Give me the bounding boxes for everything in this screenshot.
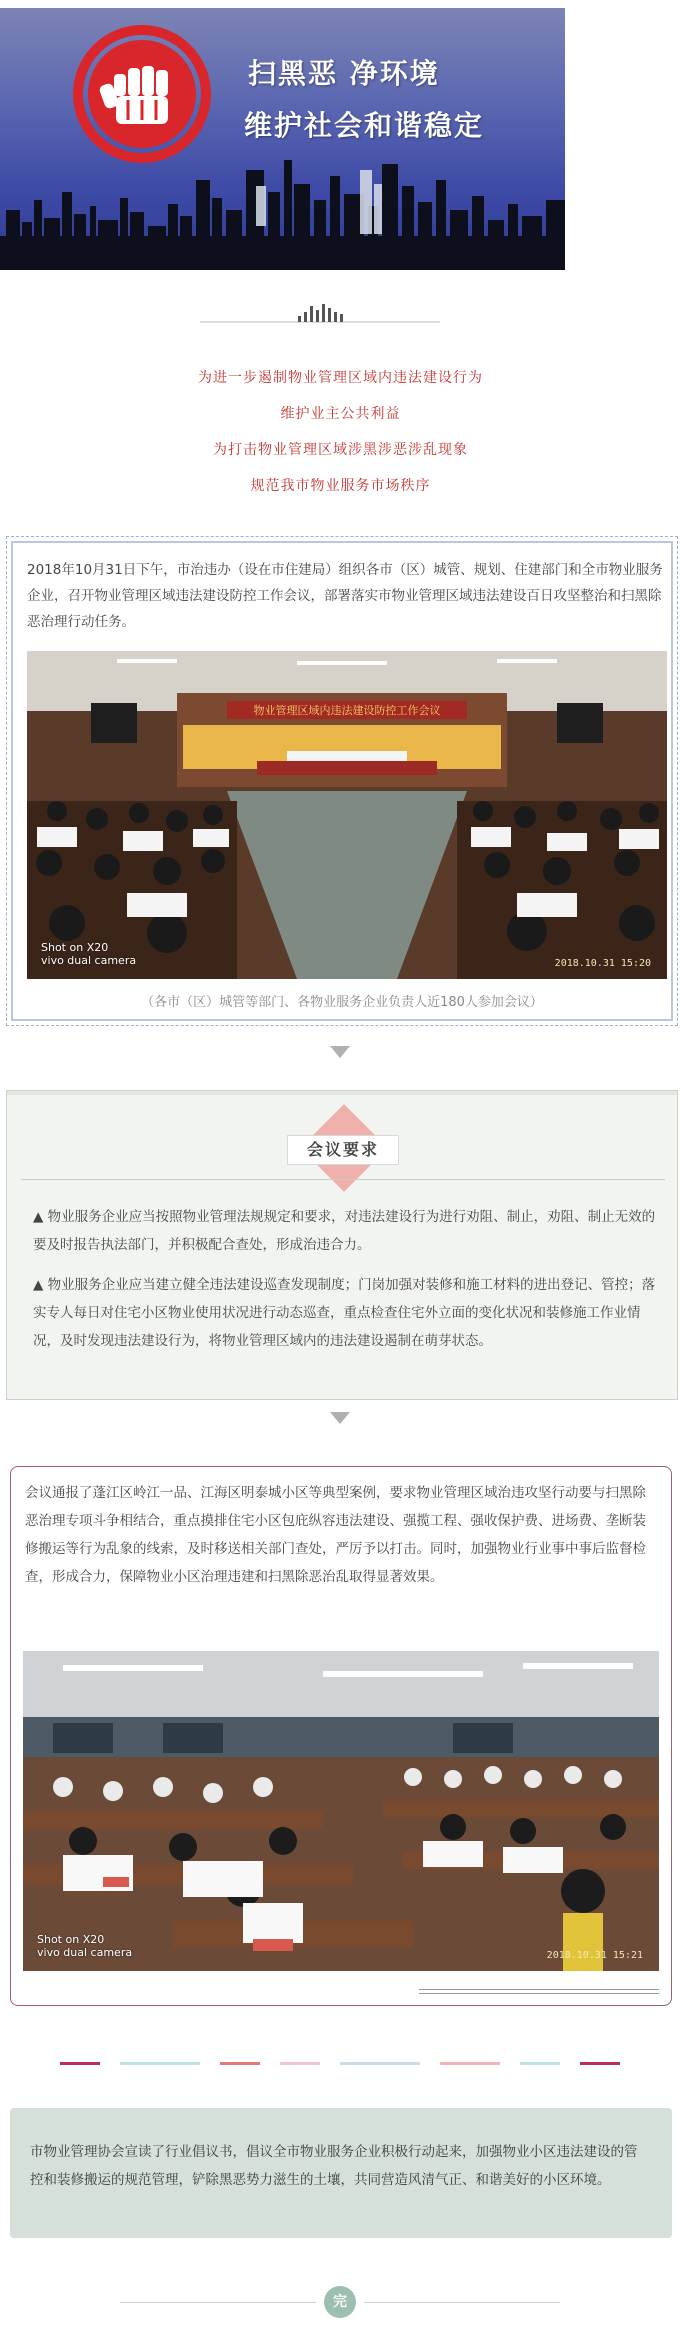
meeting-hall-illustration	[27, 651, 667, 979]
sound-wave-divider	[200, 302, 440, 326]
intro-line: 为进一步遏制物业管理区域内违法建设行为	[198, 370, 483, 386]
photo-caption: （各市（区）城管等部门、各物业服务企业负责人近180人参加会议）	[141, 995, 543, 1010]
case-report-card	[10, 1466, 672, 2006]
decorative-double-line	[419, 1989, 659, 1999]
requirement-item: ▲ 物业服务企业应当按照物业管理法规规定和要求，对违法建设行为进行劝阻、制止，劝阻、制止无效的要及时报告执法部门，并积极配合查处，形成治违合力。	[33, 1209, 656, 1253]
closing-text: 市物业管理协会宣读了行业倡议书，倡议全市物业服务企业积极行动起来，加强物业小区违法建设的管控和装修搬运的规范管理，铲除黑恶势力滋生的土壤，共同营造风清气正、和谐美好的小区环境。	[30, 2144, 638, 2188]
chevron-down-icon	[330, 1046, 350, 1058]
meeting-overview-card	[6, 536, 678, 1026]
banner-headline: 扫黑恶 净环境	[248, 57, 440, 90]
intro-line: 规范我市物业服务市场秩序	[250, 478, 431, 494]
photo-timestamp: 2018.10.31 15:20	[554, 958, 651, 969]
photo-timestamp: 2018.10.31 15:21	[546, 1950, 643, 1961]
title-rule	[21, 1179, 665, 1180]
camera-watermark: Shot on X20 vivo dual camera	[37, 1933, 133, 1959]
requirement-item: ▲ 物业服务企业应当建立健全违法建设巡查发现制度；门岗加强对装修和施工材料的进出登记、管控；落实专人每日对住宅小区物业使用状况进行动态巡查，重点检查住宅外立面的变化状况和装修施工作业情况，及时发现违法建设行为，将物业管理区域内的违法建设遏制在萌芽状态。	[33, 1277, 656, 1349]
card-top-strip	[7, 1091, 677, 1095]
meeting-attendees-photo	[23, 1651, 659, 1971]
hall-banner-text: 物业管理区域内违法建设防控工作会议	[253, 704, 441, 717]
case-report-text: 会议通报了蓬江区岭江一品、江海区明泰城小区等典型案例，要求物业管理区域治违攻坚行动要与扫黑除恶治理专项斗争相结合，重点摸排住宅小区包庇纵容违法建设、强揽工程、强收保护费、进场费、垄断装修搬运等行为乱象的线索，及时移送相关部门查处，严厉予以打击。同时，加强物业行业事中事后监督检查，形成合力，保障物业小区治理违建和扫黑除恶治乱取得显著效果。	[25, 1485, 646, 1585]
end-badge: 完	[324, 2286, 356, 2318]
meeting-hall-photo	[27, 651, 667, 979]
color-dash-divider	[60, 2062, 620, 2066]
top-banner	[0, 8, 565, 270]
chevron-down-icon	[330, 1412, 350, 1424]
end-line-left	[120, 2302, 316, 2303]
closing-note-card	[10, 2108, 672, 2238]
attendees-illustration	[23, 1651, 659, 1971]
camera-watermark: Shot on X20 vivo dual camera	[41, 941, 137, 967]
banner-subheadline: 维护社会和谐稳定	[244, 109, 485, 142]
intro-block	[0, 360, 681, 504]
requirements-card	[6, 1090, 678, 1400]
meeting-overview-text: 2018年10月31日下午，市治违办（设在市住建局）组织各市（区）城管、规划、住建部门和全市物业服务企业，召开物业管理区域违法建设防控工作会议，部署落实市物业管理区域违法建设百日攻坚整治和扫黑除恶治理行动任务。	[27, 562, 663, 630]
intro-line: 为打击物业管理区域涉黑涉恶涉乱现象	[213, 442, 468, 458]
intro-line: 维护业主公共利益	[280, 406, 401, 422]
fist-emblem-icon	[72, 24, 212, 164]
requirements-title: 会议要求	[287, 1135, 399, 1165]
end-line-right	[364, 2302, 560, 2303]
meeting-overview-inner	[11, 541, 673, 1021]
